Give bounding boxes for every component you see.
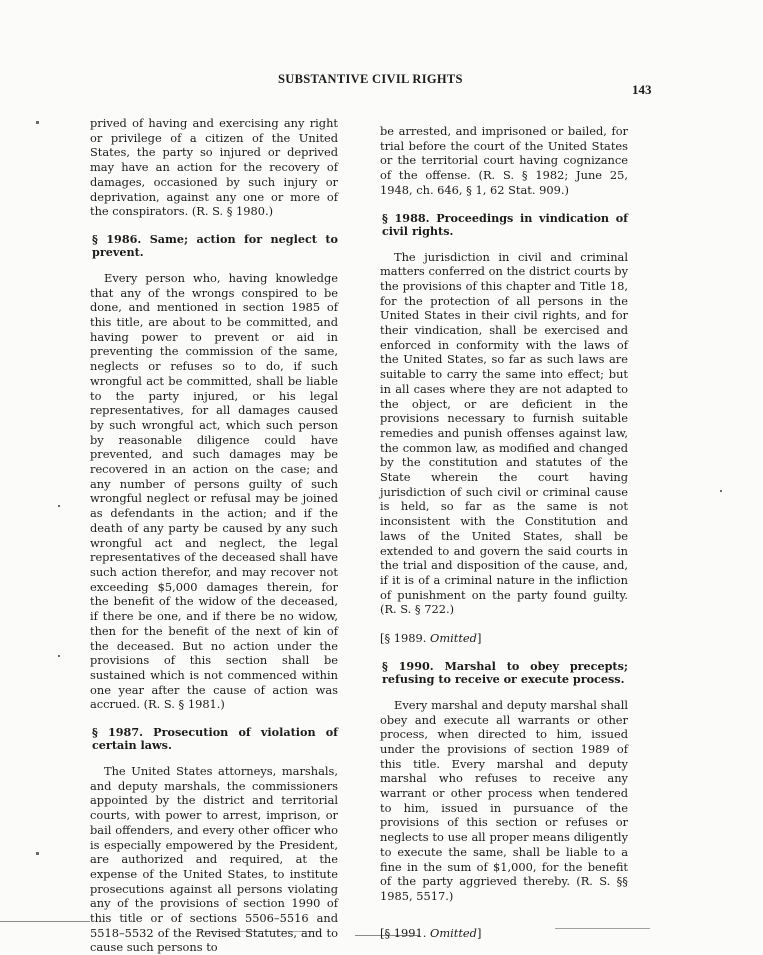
bracket-close: ]	[476, 925, 482, 940]
scan-speck	[58, 655, 60, 657]
continued-paragraph: prived of having and exercising any right or privilege of a citizen of the United States, the party so injured or deprived may have an action for the recovery of damages, occasioned by such injury or deprivation, against any one or more of the conspirators. (R. S. § 1980.)	[90, 116, 338, 219]
section-number: [§ 1989.	[380, 631, 427, 646]
running-header: SUBSTANTIVE CIVIL RIGHTS	[278, 72, 463, 86]
omitted-label: Omitted	[430, 925, 477, 940]
omitted-section-1989	[380, 631, 628, 646]
section-heading-1990	[380, 660, 628, 686]
section-title: Prosecution of violation of certain laws.	[92, 725, 338, 753]
section-1986-body: Every person who, having knowledge that any of the wrongs conspired to be done, and mentioned in section 1985 of this title, are about to be committed, and having power to prevent or aid in preventing the commission of the same, neglects or refuses so to do, if such wrongful act be committed, shall be liable to the party injured, or his legal representatives, for all damages caused by such wrongful act, which such person by reasonable diligence could have prevented, and such damages may be recovered in an action on the case; and any number of persons guilty of such wrongful neglect or refusal may be joined as defendants in the action; and if the death of any party be caused by any such wrongful act and neglect, the legal representatives of the deceased shall have such action therefor, and may recover not exceeding $5,000 damages therein, for the benefit of the widow of the deceased, if there be one, and if there be no widow, then for the benefit of the next of kin of the deceased. But no action under the provisions of this section shall be sustained which is not commenced within one year after the cause of action was accrued. (R. S. § 1981.)	[90, 270, 338, 712]
section-number: § 1987.	[92, 725, 144, 740]
right-column	[380, 124, 628, 954]
section-heading-1987	[90, 726, 338, 752]
bracket-close: ]	[476, 631, 482, 646]
section-1988-body: The jurisdiction in civil and criminal matters conferred on the district courts by the provisions of this chapter and Title 18, for the protection of all persons in the United States in their civil rights, and for their vindication, shall be exercised and enforced in conformity with the laws of the United States, so far as such laws are suitable to carry the same into effect; but in all cases where they are not adapted to the object, or are deficient in the provisions necessary to furnish suitable remedies and punish offenses against law, the common law, as modified and changed by the constitution and statutes of the State wherein the court having jurisdiction of such civil or criminal cause is held, so far as the same is not inconsistent with the Constitution and laws of the United States, shall be extended to and govern the said courts in the trial and disposition of the cause, and, if it is of a criminal nature in the infliction of punishment on the party found guilty. (R. S. § 722.)	[380, 249, 628, 617]
left-column	[90, 116, 338, 955]
continued-paragraph: be arrested, and imprisoned or bailed, for trial before the court of the United States or the territorial court having cognizance of the offense. (R. S. § 1982; June 25, 1948, ch. 646, § 1, 62 Stat. 909.)	[380, 124, 628, 197]
page-number: 143	[632, 82, 652, 97]
scan-speck	[58, 505, 60, 507]
scan-speck	[720, 490, 722, 492]
scan-edge-line	[0, 921, 90, 922]
section-number: § 1990.	[382, 658, 434, 673]
section-title: Same; action for neglect to prevent.	[92, 231, 338, 259]
omitted-section-1991	[380, 926, 628, 941]
section-number: § 1988.	[382, 210, 430, 225]
section-heading-1988	[380, 212, 628, 238]
section-title: Marshal to obey precepts; refusing to receive or execute process.	[382, 658, 628, 686]
section-title: Proceedings in vindication of civil rights.	[382, 210, 628, 238]
omitted-label: Omitted	[430, 631, 477, 646]
section-1990-body: Every marshal and deputy marshal shall obey and execute all warrants or other process, when directed to him, issued under the provisions of section 1989 of this title. Every marshal and deputy marshal who refuses to receive any warrant or other process when tendered to him, issued in pursuance of the provisions of this section or refuses or neglects to use all proper means diligently to execute the same, shall be liable to a fine in the sum of $1,000, for the benefit of the party aggrieved thereby. (R. S. §§ 1985, 5517.)	[380, 697, 628, 903]
scan-speck	[36, 121, 39, 124]
section-number: [§ 1991.	[380, 925, 427, 940]
section-1987-body: The United States attorneys, marshals, and deputy marshals, the commissioners appointed by the district and territorial courts, with power to arrest, imprison, or bail offenders, and every other officer who is especially empowered by the President, are authorized and required, at the expense of the United States, to institute prosecutions against all persons violating any of the provisions of section 1990 of this title or of sections 5506–5516 and 5518–5532 of the Revised Statutes, and to cause such persons to	[90, 764, 338, 955]
section-heading-1986	[90, 233, 338, 259]
section-number: § 1986.	[92, 231, 142, 246]
scan-speck	[36, 852, 39, 855]
